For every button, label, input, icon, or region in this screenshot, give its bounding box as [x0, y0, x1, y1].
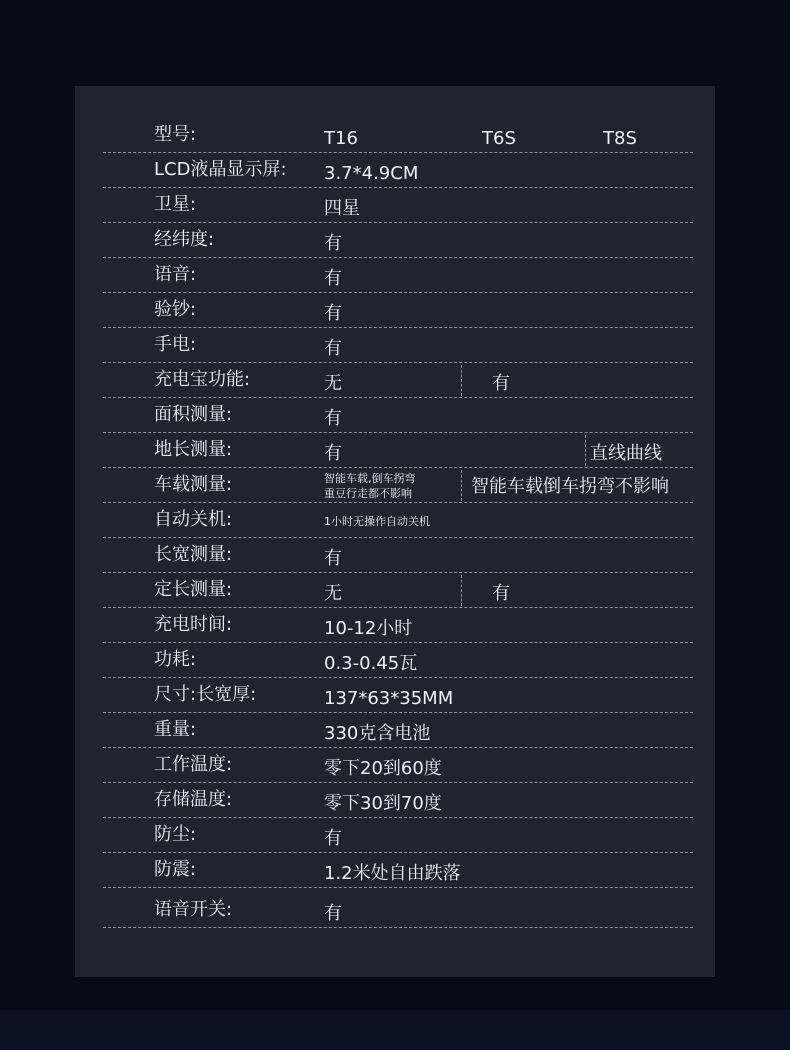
row-label: 地长测量: [154, 439, 233, 460]
row-value-line-1: 智能车载,倒车拐弯 [324, 472, 416, 485]
spec-row-latlong [103, 223, 693, 258]
row-value: 零下30到70度 [324, 793, 442, 814]
row-label: 定长测量: [154, 579, 233, 600]
row-label: 自动关机: [154, 509, 233, 530]
row-value: 无 [324, 583, 342, 604]
row-value: 有 [324, 303, 342, 324]
row-value-2: 智能车载倒车拐弯不影响 [471, 476, 669, 497]
row-label: 充电宝功能: [154, 369, 251, 390]
row-label: 充电时间: [154, 614, 233, 635]
spec-row-money-check [103, 293, 693, 328]
row-value-line-2: 重豆行走都不影响 [324, 487, 412, 500]
model-t8s: T8S [603, 128, 637, 149]
spec-row-voice [103, 258, 693, 293]
row-label: 重量: [154, 719, 197, 740]
spec-row-ground-length [103, 433, 693, 468]
row-value: 有 [324, 408, 342, 429]
row-value: 3.7*4.9CM [324, 163, 419, 184]
row-label: 语音开关: [154, 899, 233, 920]
spec-row-shockproof [103, 853, 693, 888]
spec-row-powerbank [103, 363, 693, 398]
model-t6s: T6S [482, 128, 516, 149]
spec-row-length-width [103, 538, 693, 573]
spec-row-satellite [103, 188, 693, 223]
bottom-band [0, 1010, 790, 1050]
model-label: 型号: [154, 124, 197, 145]
spec-row-vehicle [103, 468, 693, 503]
row-value: 137*63*35MM [324, 688, 454, 709]
row-label: 尺寸:长宽厚: [154, 684, 257, 705]
row-value-2: 有 [492, 373, 510, 394]
row-value: 330克含电池 [324, 723, 431, 744]
row-value: 有 [324, 903, 342, 924]
row-value: 有 [324, 828, 342, 849]
spec-row-power-draw [103, 643, 693, 678]
row-label: 存储温度: [154, 789, 233, 810]
header-row [103, 118, 693, 153]
row-value: 10-12小时 [324, 618, 413, 639]
column-divider [461, 575, 462, 606]
spec-row-voice-switch [103, 893, 693, 928]
row-label: 防震: [154, 859, 197, 880]
row-value: 有 [324, 268, 342, 289]
spec-row-dimensions [103, 678, 693, 713]
row-label: LCD液晶显示屏: [154, 159, 287, 180]
row-value: 零下20到60度 [324, 758, 442, 779]
spec-row-area [103, 398, 693, 433]
row-label: 经纬度: [154, 229, 215, 250]
row-value: 四星 [324, 198, 360, 219]
row-value-2: 直线曲线 [590, 443, 662, 464]
row-value: 有 [324, 548, 342, 569]
row-value: 1.2米处自由跌落 [324, 863, 461, 884]
row-value: 无 [324, 373, 342, 394]
row-label: 车载测量: [154, 474, 233, 495]
spec-row-storage-temp [103, 783, 693, 818]
spec-row-operating-temp [103, 748, 693, 783]
spec-row-lcd [103, 153, 693, 188]
row-value: 有 [324, 338, 342, 359]
row-label: 工作温度: [154, 754, 233, 775]
row-label: 卫星: [154, 194, 197, 215]
row-value: 有 [324, 443, 342, 464]
row-label: 功耗: [154, 649, 197, 670]
row-label: 手电: [154, 334, 197, 355]
row-value: 有 [324, 233, 342, 254]
spec-row-weight [103, 713, 693, 748]
spec-row-flashlight [103, 328, 693, 363]
row-label: 验钞: [154, 299, 197, 320]
row-value-2: 有 [492, 583, 510, 604]
spec-row-charge-time [103, 608, 693, 643]
row-label: 长宽测量: [154, 544, 233, 565]
column-divider [585, 435, 586, 466]
spec-row-auto-off [103, 503, 693, 538]
column-divider [461, 365, 462, 396]
row-label: 面积测量: [154, 404, 233, 425]
spec-row-fixed-length [103, 573, 693, 608]
row-label: 防尘: [154, 824, 197, 845]
spec-row-dustproof [103, 818, 693, 853]
row-value: 0.3-0.45瓦 [324, 653, 418, 674]
row-value: 1小时无操作自动关机 [324, 515, 430, 528]
model-t16: T16 [324, 128, 358, 149]
column-divider [461, 470, 462, 501]
row-label: 语音: [154, 264, 197, 285]
